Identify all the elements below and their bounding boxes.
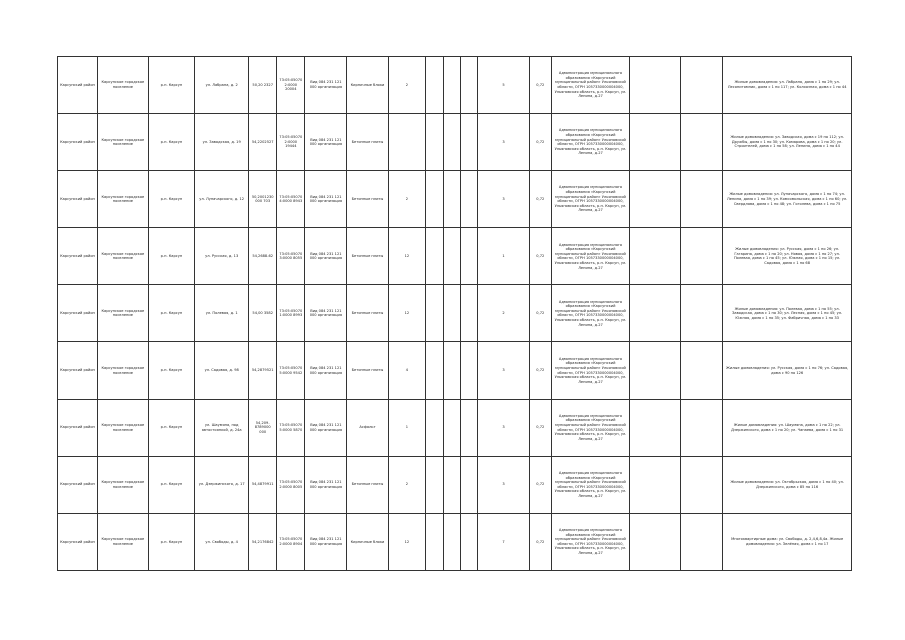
cell-cadastral: 73:05:050702:0000 8005 bbox=[277, 456, 305, 513]
cell-c10 bbox=[426, 399, 443, 456]
cell-notes: Жилые домовладения: ул. Луначарского, дома с 1 по 74; ул. Ленина, дома с 1 по 39; ул. Комсомольская, дома с 1 по 60; ул. Свердлова, дома с 1 по 48; ул. Гоголева, дома с 1 по 75 bbox=[723, 171, 852, 228]
cell-c16 bbox=[630, 57, 681, 114]
cell-c9: 12 bbox=[388, 285, 426, 342]
cell-district: Карсунский район bbox=[58, 228, 98, 285]
cell-c17 bbox=[681, 456, 723, 513]
cell-c11 bbox=[443, 171, 460, 228]
cell-c12 bbox=[460, 114, 477, 171]
cell-c11 bbox=[443, 114, 460, 171]
cell-district: Карсунский район bbox=[58, 456, 98, 513]
cell-address: ул. Заводская, д. 19 bbox=[195, 114, 249, 171]
cell-okved: Вид 084 231 121 000 организация bbox=[305, 228, 347, 285]
cell-c10 bbox=[426, 456, 443, 513]
cell-material: Бетонные плиты bbox=[347, 228, 388, 285]
cell-area: 54,209-8789000 000 bbox=[249, 399, 277, 456]
cell-c13: 3 bbox=[478, 456, 530, 513]
cell-settlement: Карсунское городское поселение bbox=[97, 513, 148, 570]
cell-c12 bbox=[460, 513, 477, 570]
cell-c14: 0,72 bbox=[529, 228, 551, 285]
container-sites-table bbox=[57, 56, 852, 571]
cell-settlement: Карсунское городское поселение bbox=[97, 228, 148, 285]
cell-c14: 0,72 bbox=[529, 285, 551, 342]
cell-c14: 0,72 bbox=[529, 57, 551, 114]
cell-notes: Жилые домовладения: ул. Русская, дома с 1 по 76; ул. Садовая, дома с 90 по 126 bbox=[723, 342, 852, 399]
cell-district: Карсунский район bbox=[58, 114, 98, 171]
cell-locality: р.п. Карсун bbox=[148, 57, 194, 114]
cell-settlement: Карсунское городское поселение bbox=[97, 171, 148, 228]
cell-okved: Вид 084 231 121 000 организация bbox=[305, 456, 347, 513]
cell-settlement: Карсунское городское поселение bbox=[97, 57, 148, 114]
cell-okved: Вид 084 231 121 000 организация bbox=[305, 285, 347, 342]
cell-cadastral: 73:05:050702:0000 8904 bbox=[277, 513, 305, 570]
cell-c16 bbox=[630, 171, 681, 228]
table-row bbox=[58, 513, 852, 570]
cell-district: Карсунский район bbox=[58, 171, 98, 228]
cell-c17 bbox=[681, 171, 723, 228]
cell-district: Карсунский район bbox=[58, 285, 98, 342]
cell-settlement: Карсунское городское поселение bbox=[97, 399, 148, 456]
cell-owner: Администрация муниципального образования «Карсунский муниципальный район» Ульяновской области, ОГРН 1057330000004000, Ульяновская область, р.п. Карсун, ул. Ленина, д.27 bbox=[551, 513, 630, 570]
cell-settlement: Карсунское городское поселение bbox=[97, 456, 148, 513]
cell-c10 bbox=[426, 114, 443, 171]
cell-cadastral: 73:05:050702:0000 20004 bbox=[277, 57, 305, 114]
cell-c9: 2 bbox=[388, 57, 426, 114]
cell-c12 bbox=[460, 399, 477, 456]
cell-c12 bbox=[460, 342, 477, 399]
cell-material: Бетонные плиты bbox=[347, 342, 388, 399]
cell-material: Бетонные плиты bbox=[347, 285, 388, 342]
cell-cadastral: 73:05:050705:0000 5870 bbox=[277, 399, 305, 456]
cell-c16 bbox=[630, 513, 681, 570]
cell-district: Карсунский район bbox=[58, 57, 98, 114]
cell-c17 bbox=[681, 228, 723, 285]
cell-address: ул. Садовая, д. 98 bbox=[195, 342, 249, 399]
cell-district: Карсунский район bbox=[58, 513, 98, 570]
cell-c11 bbox=[443, 399, 460, 456]
cell-settlement: Карсунское городское поселение bbox=[97, 342, 148, 399]
table-row bbox=[58, 399, 852, 456]
cell-c13: 3 bbox=[478, 399, 530, 456]
cell-c11 bbox=[443, 513, 460, 570]
cell-owner: Администрация муниципального образования «Карсунский муниципальный район» Ульяновской области, ОГРН 1057330000004000, Ульяновская область, р.п. Карсун, ул. Ленина, д.27 bbox=[551, 456, 630, 513]
cell-area: 54,2176842 bbox=[249, 513, 277, 570]
table-row bbox=[58, 456, 852, 513]
cell-c11 bbox=[443, 57, 460, 114]
cell-c14: 0,72 bbox=[529, 513, 551, 570]
cell-okved: Вид 084 231 121 000 организация bbox=[305, 57, 347, 114]
cell-material: Кирпичные блоки bbox=[347, 513, 388, 570]
cell-c11 bbox=[443, 456, 460, 513]
cell-material: Асфальт bbox=[347, 399, 388, 456]
cell-c14: 0,72 bbox=[529, 114, 551, 171]
cell-okved: Вид 084 231 121 000 организация bbox=[305, 513, 347, 570]
cell-c12 bbox=[460, 285, 477, 342]
cell-c9: 4 bbox=[388, 342, 426, 399]
cell-owner: Администрация муниципального образования «Карсунский муниципальный район» Ульяновской области, ОГРН 1057330000004000, Ульяновская область, р.п. Карсун, ул. Ленина, д.27 bbox=[551, 57, 630, 114]
cell-address: ул. Шаумяна, под автостоянкой, д. 24а bbox=[195, 399, 249, 456]
cell-c12 bbox=[460, 171, 477, 228]
cell-okved: Вид 084 231 121 000 организация bbox=[305, 342, 347, 399]
cell-c17 bbox=[681, 399, 723, 456]
cell-owner: Администрация муниципального образования «Карсунский муниципальный район» Ульяновской области, ОГРН 1057330000004000, Ульяновская область, р.п. Карсун, ул. Ленина, д.27 bbox=[551, 171, 630, 228]
cell-address: ул. Полевая, д. 1 bbox=[195, 285, 249, 342]
cell-cadastral: 73:05:050702:0000 19444 bbox=[277, 114, 305, 171]
cell-settlement: Карсунское городское поселение bbox=[97, 114, 148, 171]
cell-c10 bbox=[426, 57, 443, 114]
cell-c16 bbox=[630, 399, 681, 456]
cell-address: ул. Луначарского, д. 12 bbox=[195, 171, 249, 228]
cell-owner: Администрация муниципального образования «Карсунский муниципальный район» Ульяновской области, ОГРН 1057330000004000, Ульяновская область, р.п. Карсун, ул. Ленина, д.27 bbox=[551, 228, 630, 285]
cell-c14: 0,72 bbox=[529, 456, 551, 513]
cell-cadastral: 73:05:050703:0000 8055 bbox=[277, 228, 305, 285]
cell-c17 bbox=[681, 342, 723, 399]
cell-c16 bbox=[630, 228, 681, 285]
cell-c16 bbox=[630, 342, 681, 399]
cell-locality: р.п. Карсун bbox=[148, 171, 194, 228]
cell-locality: р.п. Карсун bbox=[148, 228, 194, 285]
cell-address: ул. Русская, д. 13 bbox=[195, 228, 249, 285]
cell-c13: 3 bbox=[478, 114, 530, 171]
cell-district: Карсунский район bbox=[58, 342, 98, 399]
cell-c9: 2 bbox=[388, 171, 426, 228]
cell-c10 bbox=[426, 228, 443, 285]
cell-area: 54,2688-62 bbox=[249, 228, 277, 285]
cell-c13: 1 bbox=[478, 228, 530, 285]
cell-locality: р.п. Карсун bbox=[148, 285, 194, 342]
cell-cadastral: 73:05:050704:0000 8943 bbox=[277, 171, 305, 228]
cell-address: ул. Свободы, д. 4 bbox=[195, 513, 249, 570]
cell-area: 54,00 3582 bbox=[249, 285, 277, 342]
cell-c12 bbox=[460, 228, 477, 285]
cell-notes: Жилые домовладения: ул. Октябрьская, дома с 1 по 40; ул. Дзержинского, дома с 85 по 116 bbox=[723, 456, 852, 513]
cell-locality: р.п. Карсун bbox=[148, 342, 194, 399]
cell-notes: Жилые домовладения: ул. Русская, дома с 1 по 26; ул. Гагарина, дома с 1 по 20; ул. Новая, дома с 1 по 27; ул. Полевая, дома с 1 по 45; ул. Южная, дома с 1 по 15; ул. Садовая, дома с 1 по 68 bbox=[723, 228, 852, 285]
cell-locality: р.п. Карсун bbox=[148, 456, 194, 513]
cell-settlement: Карсунское городское поселение bbox=[97, 285, 148, 342]
cell-notes: Жилые домовладения: ул. Полевая, дома с 1 по 55; ул. Заводская, дома с 1 по 30; ул. Лесная, дома с 1 по 45; ул. Южная, дома с 1 по 35; ул. Фабричная, дома с 1 по 33 bbox=[723, 285, 852, 342]
cell-c10 bbox=[426, 342, 443, 399]
cell-notes: Жилые домовладения: ул. Шаумяна, дома с 1 по 22; ул. Дзержинского, дома с 1 по 20; ул. Чапаева, дома с 1 по 31 bbox=[723, 399, 852, 456]
cell-c13: 2 bbox=[478, 285, 530, 342]
cell-c9: 1 bbox=[388, 399, 426, 456]
cell-area: 50,20 2327 bbox=[249, 57, 277, 114]
cell-owner: Администрация муниципального образования «Карсунский муниципальный район» Ульяновской области, ОГРН 1057330000004000, Ульяновская область, р.п. Карсун, ул. Ленина, д.27 bbox=[551, 399, 630, 456]
cell-c13: 3 bbox=[478, 342, 530, 399]
cell-c16 bbox=[630, 114, 681, 171]
cell-c11 bbox=[443, 228, 460, 285]
cell-c11 bbox=[443, 285, 460, 342]
table-row bbox=[58, 57, 852, 114]
cell-c12 bbox=[460, 57, 477, 114]
cell-okved: Вид 084 231 121 000 организация bbox=[305, 399, 347, 456]
cell-c17 bbox=[681, 57, 723, 114]
cell-c13: 3 bbox=[478, 171, 530, 228]
cell-owner: Администрация муниципального образования «Карсунский муниципальный район» Ульяновской области, ОГРН 1057330000004000, Ульяновская область, р.п. Карсун, ул. Ленина, д.27 bbox=[551, 114, 630, 171]
cell-locality: р.п. Карсун bbox=[148, 114, 194, 171]
cell-address: ул. Лабрана, д. 2 bbox=[195, 57, 249, 114]
cell-locality: р.п. Карсун bbox=[148, 399, 194, 456]
cell-c9: 12 bbox=[388, 513, 426, 570]
cell-c14: 0,72 bbox=[529, 399, 551, 456]
cell-c11 bbox=[443, 342, 460, 399]
table-row bbox=[58, 342, 852, 399]
cell-cadastral: 73:05:050705:0000 9542 bbox=[277, 342, 305, 399]
cell-c10 bbox=[426, 513, 443, 570]
cell-material: Кирпичные блоки bbox=[347, 57, 388, 114]
cell-c17 bbox=[681, 285, 723, 342]
cell-owner: Администрация муниципального образования «Карсунский муниципальный район» Ульяновской области, ОГРН 1057330000004000, Ульяновская область, р.п. Карсун, ул. Ленина, д.27 bbox=[551, 342, 630, 399]
cell-area: 54,4879911 bbox=[249, 456, 277, 513]
cell-notes: Жилые домовладения: ул. Заводская, дома с 19 по 112; ул. Дружбы, дома с 1 по 30; ул. Комарова, дома с 1 по 20; ул. Строителей, дома с 1 по 58; ул. Ленина, дома с 1 по 44 bbox=[723, 114, 852, 171]
cell-district: Карсунский район bbox=[58, 399, 98, 456]
table-row bbox=[58, 228, 852, 285]
cell-c17 bbox=[681, 513, 723, 570]
cell-c14: 0,72 bbox=[529, 171, 551, 228]
cell-c16 bbox=[630, 456, 681, 513]
cell-c17 bbox=[681, 114, 723, 171]
cell-c9: 12 bbox=[388, 228, 426, 285]
cell-c9: 2 bbox=[388, 456, 426, 513]
table-row bbox=[58, 285, 852, 342]
cell-notes: Многоквартирные дома: ул. Свободы, д. 2,4,6,8,4а. Жилые домовладения: ул. Зелёная, дома с 1 по 17 bbox=[723, 513, 852, 570]
cell-owner: Администрация муниципального образования «Карсунский муниципальный район» Ульяновской области, ОГРН 1057330000004000, Ульяновская область, р.п. Карсун, ул. Ленина, д.27 bbox=[551, 285, 630, 342]
cell-address: ул. Дзержинского, д. 17 bbox=[195, 456, 249, 513]
table-row bbox=[58, 114, 852, 171]
cell-c14: 0,72 bbox=[529, 342, 551, 399]
cell-locality: р.п. Карсун bbox=[148, 513, 194, 570]
cell-material: Бетонные плиты bbox=[347, 456, 388, 513]
cell-c12 bbox=[460, 456, 477, 513]
cell-c10 bbox=[426, 285, 443, 342]
cell-okved: Вид 084 231 121 000 организация bbox=[305, 114, 347, 171]
cell-c13: 7 bbox=[478, 513, 530, 570]
cell-cadastral: 73:05:050701:0000 8993 bbox=[277, 285, 305, 342]
cell-area: 54,2202527 bbox=[249, 114, 277, 171]
table-row bbox=[58, 171, 852, 228]
cell-notes: Жилые домовладения: ул. Лабрана, дома с 1 по 29; ул. Лесопитомник, дома с 1 по 117; ул. Колхозная, дома с 1 по 44 bbox=[723, 57, 852, 114]
cell-okved: Вид 084 231 121 000 организация bbox=[305, 171, 347, 228]
cell-c10 bbox=[426, 171, 443, 228]
cell-area: 50,2001230000 703 bbox=[249, 171, 277, 228]
cell-c13: 5 bbox=[478, 57, 530, 114]
cell-material: Бетонные плиты bbox=[347, 114, 388, 171]
cell-c9 bbox=[388, 114, 426, 171]
cell-material: Бетонные плиты bbox=[347, 171, 388, 228]
cell-area: 54,2879521 bbox=[249, 342, 277, 399]
cell-c16 bbox=[630, 285, 681, 342]
